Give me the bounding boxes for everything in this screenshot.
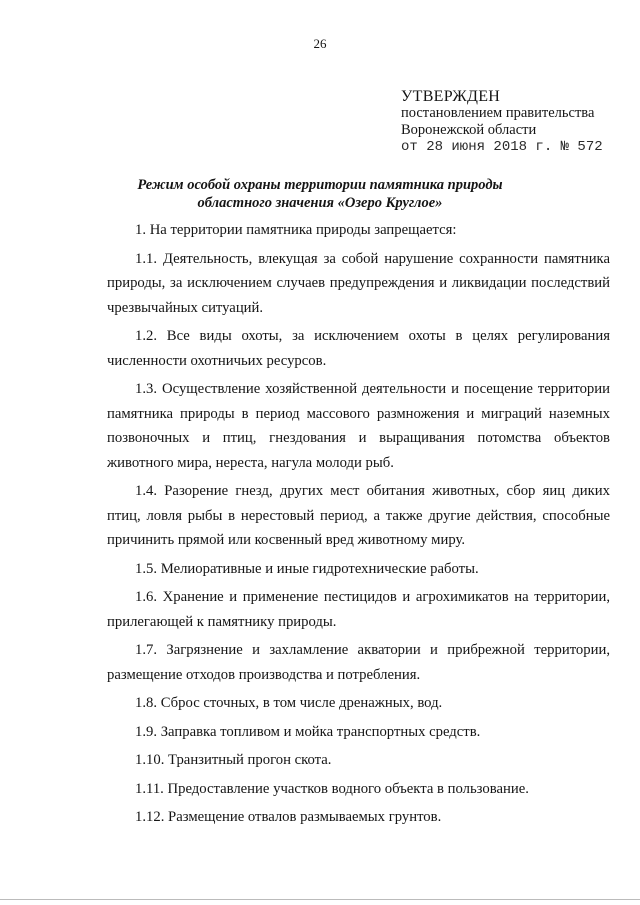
item-1-4: 1.4. Разорение гнезд, других мест обитания животных, сбор яиц диких птиц, ловля рыбы в нерестовый период, а также другие действия, способные причинить прямой или косвенный вред животному миру. — [107, 483, 610, 548]
document-title-line-1: Режим особой охраны территории памятника природы — [137, 177, 503, 193]
item-1-9: 1.9. Заправка топливом и мойка транспортных средств. — [135, 723, 481, 740]
approval-title: УТВЕРЖДЕН — [401, 88, 501, 105]
item-1-12: 1.12. Размещение отвалов размываемых грунтов. — [135, 809, 442, 825]
document-body — [107, 218, 610, 834]
item-1-10: 1.10. Транзитный прогон скота. — [135, 752, 332, 768]
item-1-6: 1.6. Хранение и применение пестицидов и агрохимикатов на территории, прилегающей к памятнику природы. — [107, 589, 610, 630]
item-1-5: 1.5. Мелиоративные и иные гидротехнические работы. — [135, 560, 479, 577]
approval-stamp — [401, 88, 611, 156]
page-bottom-edge — [0, 899, 640, 900]
item-1-11: 1.11. Предоставление участков водного объекта в пользование. — [135, 780, 529, 797]
item-1-7: 1.7. Загрязнение и захламление акватории и прибрежной территории, размещение отходов производства и потребления. — [107, 642, 610, 683]
item-1-2: 1.2. Все виды охоты, за исключением охоты в целях регулирования численности охотничьих ресурсов. — [107, 328, 610, 369]
approval-line-1: постановлением правительства — [401, 105, 595, 121]
page-number: 26 — [313, 36, 327, 51]
item-1-3: 1.3. Осуществление хозяйственной деятельности и посещение территории памятника природы в период массового размножения и миграций наземных позвоночных и птиц, гнездования и выращивания потомства объектов животного мира, нереста, нагула молоди рыб. — [107, 381, 610, 471]
document-title — [0, 176, 640, 212]
document-title-line-2: областного значения «Озеро Круглое» — [197, 195, 443, 211]
intro-paragraph: 1. На территории памятника природы запрещается: — [135, 222, 457, 238]
item-1-1: 1.1. Деятельность, влекущая за собой нарушение сохранности памятника природы, за исключением случаев предупреждения и ликвидации последствий чрезвычайных ситуаций. — [107, 250, 610, 316]
approval-date: от 28 июня 2018 г. № 572 — [401, 139, 603, 155]
approval-line-2: Воронежской области — [401, 122, 537, 138]
item-1-8: 1.8. Сброс сточных, в том числе дренажных, вод. — [135, 695, 443, 711]
